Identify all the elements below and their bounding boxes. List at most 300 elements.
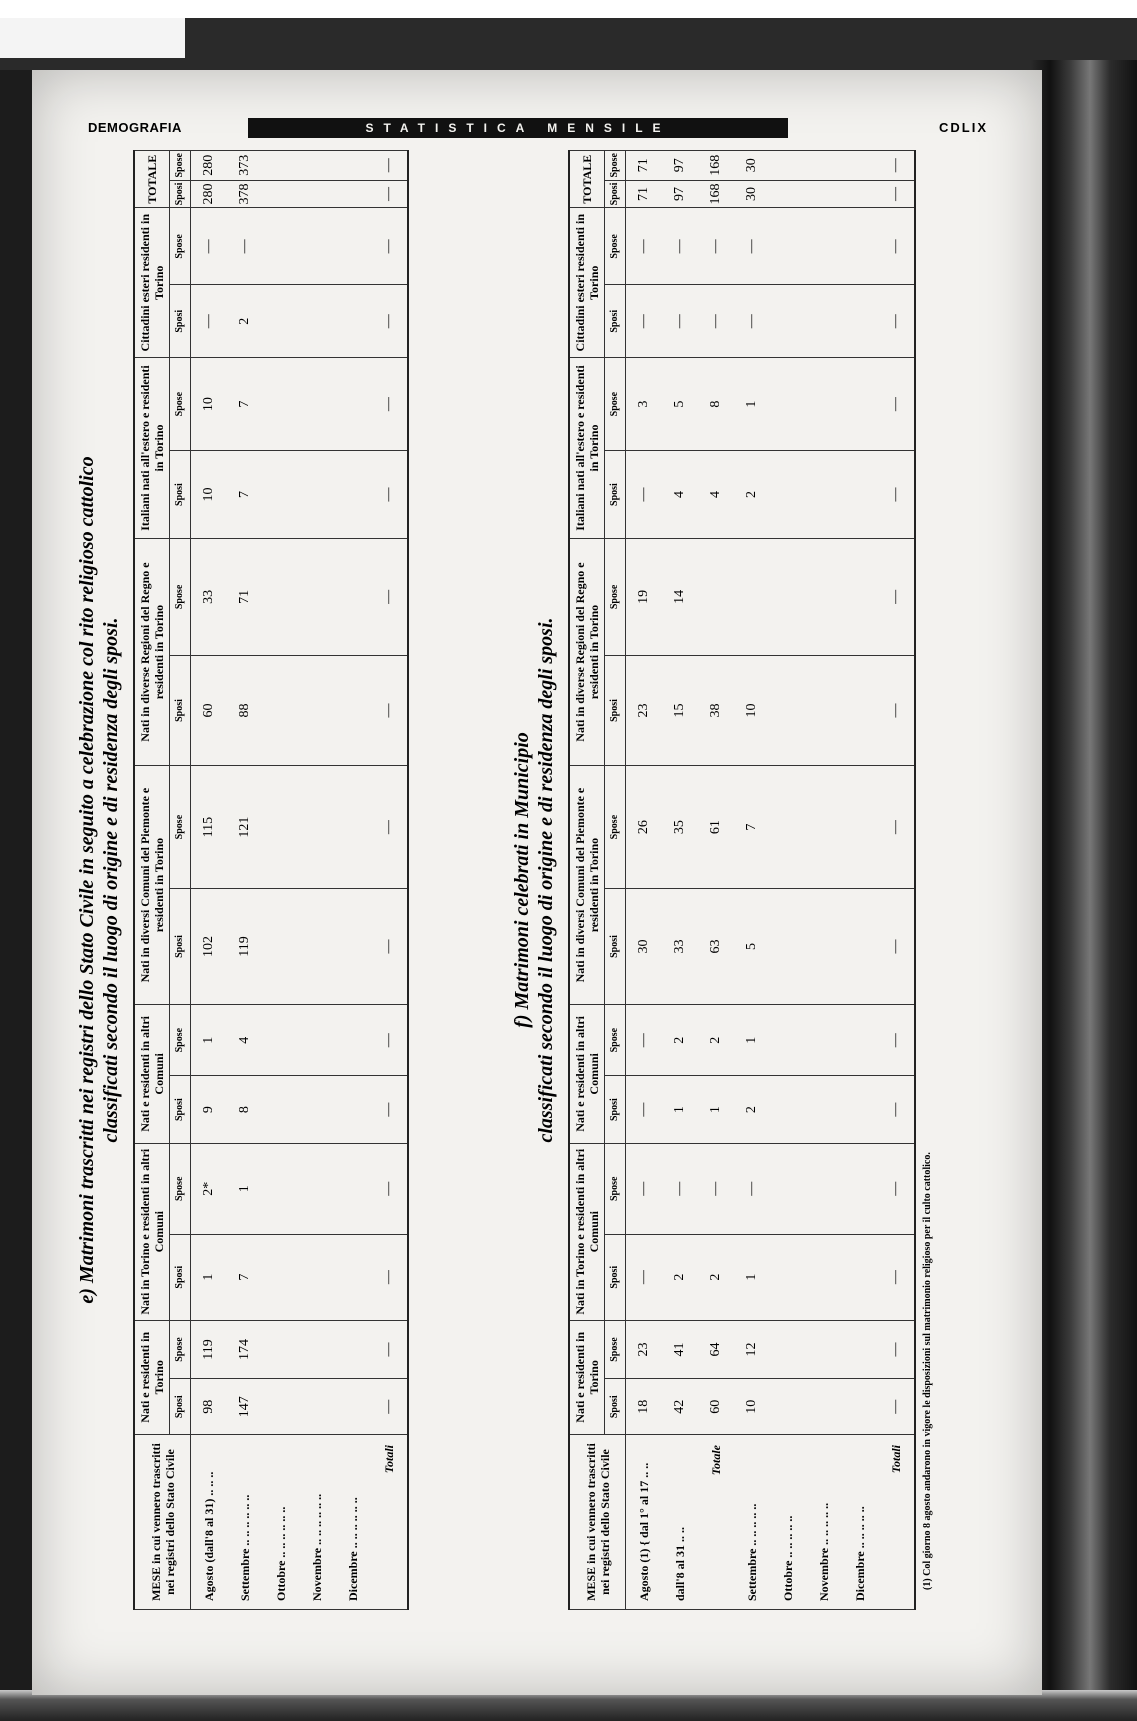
table-cell: — [878, 208, 915, 285]
table-cell [770, 180, 806, 208]
group-header: Italiani nati all'estero e residenti in Torino [134, 358, 170, 539]
table-cell [263, 285, 299, 358]
group-header: Nati e residenti in altri Comuni [134, 1004, 170, 1143]
table-cell [263, 655, 299, 765]
table-cell: 98 [191, 1379, 228, 1435]
table-e-caption-line1: e) Matrimoni trascritti nei registri dello Stato Civile in seguito a celebrazione col rito religioso cattolico [76, 456, 98, 1304]
table-cell [806, 1379, 842, 1435]
table-cell: — [371, 1320, 408, 1379]
table-cell [299, 1234, 335, 1320]
table-cell: — [626, 208, 663, 285]
group-header: Nati in diverse Regioni del Regno e residenti in Torino [569, 538, 605, 765]
table-cell [299, 208, 335, 285]
table-cell [770, 1004, 806, 1075]
spose-subheader: Spose [170, 1320, 191, 1379]
table-cell: — [191, 208, 228, 285]
row-month-label: Dicembre .. .. .. .. .. [842, 1435, 878, 1610]
table-cell: 33 [191, 538, 228, 655]
table-cell: 119 [191, 1320, 228, 1379]
table-cell [263, 889, 299, 1005]
table-cell: 1 [191, 1234, 228, 1320]
table-cell: — [698, 285, 734, 358]
table-cell [335, 1379, 371, 1435]
table-cell: — [878, 358, 915, 451]
table-cell: 7 [227, 358, 263, 451]
table-cell [806, 358, 842, 451]
spose-subheader: Spose [170, 208, 191, 285]
spose-subheader: Spose [170, 1143, 191, 1234]
spose-subheader: Spose [170, 538, 191, 655]
table-cell: 97 [662, 180, 698, 208]
section-title: DEMOGRAFIA [88, 120, 182, 135]
table-cell: — [371, 655, 408, 765]
row-month-label: Totali [371, 1435, 408, 1610]
table-row [191, 151, 228, 1610]
table-cell: — [626, 451, 663, 539]
table-cell [263, 766, 299, 889]
table-cell [842, 655, 878, 765]
row-month-label: Agosto (dall'8 al 31) .. .. .. [191, 1435, 228, 1610]
table-cell [263, 451, 299, 539]
sposi-subheader: Sposi [605, 451, 626, 539]
table-f-caption-line2: classificati secondo il luogo di origine e di residenza degli sposi. [535, 617, 557, 1143]
table-cell: 1 [662, 1076, 698, 1143]
table-cell [806, 1320, 842, 1379]
table-cell [842, 1004, 878, 1075]
table-cell: — [371, 1379, 408, 1435]
table-cell: — [878, 1320, 915, 1379]
group-header: Nati e residenti in Torino [134, 1320, 170, 1434]
group-header: Nati in diverse Regioni del Regno e residenti in Torino [134, 538, 170, 765]
group-header: Nati in diversi Comuni del Piemonte e residenti in Torino [569, 766, 605, 1005]
table-cell: 8 [698, 358, 734, 451]
table-cell: — [371, 889, 408, 1005]
table-cell: 4 [227, 1004, 263, 1075]
table-cell: 71 [626, 151, 663, 181]
table-cell: — [371, 1076, 408, 1143]
table-cell [842, 451, 878, 539]
table-cell [335, 1076, 371, 1143]
table-cell: — [662, 208, 698, 285]
table-cell: 102 [191, 889, 228, 1005]
table-cell: — [371, 208, 408, 285]
spose-subheader: Spose [605, 1320, 626, 1379]
table-cell: 33 [662, 889, 698, 1005]
table-cell [263, 151, 299, 181]
group-header: Nati in Torino e residenti in altri Comuni [569, 1143, 605, 1320]
book-spine [1030, 60, 1137, 1721]
spose-subheader: Spose [170, 358, 191, 451]
table-e-body [191, 151, 409, 1610]
table-cell: — [878, 1143, 915, 1234]
table-row [662, 151, 698, 1610]
table-cell [299, 358, 335, 451]
table-cell [806, 889, 842, 1005]
group-header: TOTALE [569, 151, 605, 208]
table-cell [806, 285, 842, 358]
table-cell: 63 [698, 889, 734, 1005]
table-cell: 2 [662, 1004, 698, 1075]
table-cell [698, 538, 734, 655]
table-cell [842, 358, 878, 451]
table-cell: 280 [191, 180, 228, 208]
table-cell: 64 [698, 1320, 734, 1379]
table-cell: 2 [662, 1234, 698, 1320]
table-cell: — [878, 889, 915, 1005]
table-f [568, 150, 916, 1610]
table-cell [299, 1004, 335, 1075]
table-row [335, 151, 371, 1610]
table-row [806, 151, 842, 1610]
group-header: Italiani nati all'estero e residenti in Torino [569, 358, 605, 539]
row-month-label: Settembre .. .. .. .. .. [734, 1435, 770, 1610]
table-cell: — [662, 1143, 698, 1234]
table-cell [263, 1234, 299, 1320]
table-cell [806, 538, 842, 655]
table-cell: 378 [227, 180, 263, 208]
table-cell: 121 [227, 766, 263, 889]
table-f-caption-line1: f) Matrimoni celebrati in Municipio [511, 732, 533, 1028]
table-cell [770, 1143, 806, 1234]
table-row [263, 151, 299, 1610]
table-cell: — [878, 151, 915, 181]
table-cell [263, 1004, 299, 1075]
sposi-subheader: Sposi [170, 285, 191, 358]
footnote: (1) Col giorno 8 agosto andarono in vigore le disposizioni sul matrimonio religioso per il culto cattolico. [922, 1152, 933, 1590]
table-cell: 5 [734, 889, 770, 1005]
table-cell: — [734, 1143, 770, 1234]
table-cell: 280 [191, 151, 228, 181]
table-cell [770, 889, 806, 1005]
table-cell: — [626, 1143, 663, 1234]
page-number: CDLIX [939, 120, 988, 135]
group-header: TOTALE [134, 151, 170, 208]
table-f-body [626, 151, 916, 1610]
spose-subheader: Spose [170, 766, 191, 889]
table-cell: — [878, 1379, 915, 1435]
table-cell: — [878, 1234, 915, 1320]
table-cell: 61 [698, 766, 734, 889]
row-month-label: Settembre .. .. .. .. .. .. [227, 1435, 263, 1610]
table-cell: — [371, 180, 408, 208]
table-cell [806, 451, 842, 539]
table-cell: — [371, 1004, 408, 1075]
sposi-subheader: Sposi [605, 180, 626, 208]
table-cell [734, 538, 770, 655]
table-cell: 2 [698, 1004, 734, 1075]
table-row [842, 151, 878, 1610]
scan-notch [0, 18, 185, 58]
table-cell [842, 151, 878, 181]
table-cell [335, 1234, 371, 1320]
table-cell [806, 208, 842, 285]
table-cell [299, 285, 335, 358]
table-cell [842, 180, 878, 208]
table-cell: 26 [626, 766, 663, 889]
table-cell: 30 [626, 889, 663, 1005]
table-cell [335, 655, 371, 765]
table-cell [842, 1379, 878, 1435]
row-month-label: Novembre .. .. .. .. .. .. [299, 1435, 335, 1610]
table-e-section [75, 150, 495, 1610]
table-cell: 2* [191, 1143, 228, 1234]
table-cell: — [626, 1076, 663, 1143]
table-cell: 23 [626, 1320, 663, 1379]
table-cell: — [626, 1234, 663, 1320]
col-mese-header: MESE in cui vennero trascritti nei registri dello Stato Civile [569, 1435, 626, 1610]
table-cell [335, 1004, 371, 1075]
table-cell [299, 538, 335, 655]
table-cell: — [662, 285, 698, 358]
table-cell: — [227, 208, 263, 285]
table-cell: 23 [626, 655, 663, 765]
table-cell [335, 208, 371, 285]
table-cell: 2 [734, 1076, 770, 1143]
table-cell: 12 [734, 1320, 770, 1379]
table-cell [806, 151, 842, 181]
table-cell [842, 766, 878, 889]
table-cell: 60 [191, 655, 228, 765]
row-month-label: Novembre .. .. .. .. .. [806, 1435, 842, 1610]
table-cell: 38 [698, 655, 734, 765]
sposi-subheader: Sposi [170, 451, 191, 539]
group-header: Nati e residenti in Torino [569, 1320, 605, 1434]
page-header [58, 100, 988, 140]
table-cell [770, 285, 806, 358]
table-cell [263, 538, 299, 655]
table-cell: 14 [662, 538, 698, 655]
table-cell [335, 151, 371, 181]
table-cell: — [878, 451, 915, 539]
table-cell [299, 1379, 335, 1435]
table-cell: — [371, 285, 408, 358]
table-cell [806, 1234, 842, 1320]
table-row [227, 151, 263, 1610]
table-cell [842, 1234, 878, 1320]
sposi-subheader: Sposi [170, 1234, 191, 1320]
table-cell: 10 [191, 358, 228, 451]
table-cell [770, 1320, 806, 1379]
table-cell: 1 [734, 1004, 770, 1075]
scan-border-top [0, 0, 1137, 70]
row-month-label: Ottobre .. .. .. .. .. [770, 1435, 806, 1610]
table-cell: 42 [662, 1379, 698, 1435]
table-cell [770, 1234, 806, 1320]
spose-subheader: Spose [170, 1004, 191, 1075]
table-cell: 2 [734, 451, 770, 539]
table-row [770, 151, 806, 1610]
sposi-subheader: Sposi [170, 1379, 191, 1435]
table-row [371, 151, 408, 1610]
table-cell: — [734, 285, 770, 358]
table-cell: 30 [734, 180, 770, 208]
table-cell: 8 [227, 1076, 263, 1143]
spose-subheader: Spose [605, 766, 626, 889]
table-cell: 60 [698, 1379, 734, 1435]
table-cell: — [878, 1004, 915, 1075]
spose-subheader: Spose [605, 358, 626, 451]
table-cell [335, 1143, 371, 1234]
table-cell [263, 1320, 299, 1379]
table-cell: — [371, 451, 408, 539]
table-cell: 35 [662, 766, 698, 889]
table-cell [263, 1143, 299, 1234]
table-cell: 1 [227, 1143, 263, 1234]
table-cell: 30 [734, 151, 770, 181]
table-cell: 10 [734, 1379, 770, 1435]
table-cell [335, 766, 371, 889]
table-cell [299, 451, 335, 539]
table-cell: — [878, 766, 915, 889]
table-cell: — [191, 285, 228, 358]
table-f-caption [510, 150, 558, 1610]
table-cell: — [878, 180, 915, 208]
table-cell: 71 [626, 180, 663, 208]
table-cell: 168 [698, 151, 734, 181]
table-cell [770, 451, 806, 539]
table-cell: 10 [734, 655, 770, 765]
table-cell [806, 1004, 842, 1075]
table-cell: — [698, 1143, 734, 1234]
sposi-subheader: Sposi [605, 1379, 626, 1435]
table-cell: — [371, 1143, 408, 1234]
table-cell [842, 1320, 878, 1379]
table-row [878, 151, 915, 1610]
table-cell: 373 [227, 151, 263, 181]
row-month-label: Dicembre .. .. .. .. .. .. [335, 1435, 371, 1610]
sposi-subheader: Sposi [170, 180, 191, 208]
table-cell [770, 151, 806, 181]
table-cell [299, 180, 335, 208]
table-cell: 1 [734, 358, 770, 451]
table-cell [842, 538, 878, 655]
table-cell: 174 [227, 1320, 263, 1379]
table-row [626, 151, 663, 1610]
table-cell: — [371, 1234, 408, 1320]
table-cell [770, 655, 806, 765]
table-cell: 7 [734, 766, 770, 889]
table-cell [335, 285, 371, 358]
table-cell: — [626, 285, 663, 358]
table-e [133, 150, 409, 1610]
table-row [734, 151, 770, 1610]
table-cell [806, 1076, 842, 1143]
table-cell: 7 [227, 451, 263, 539]
sub-header-row [170, 151, 191, 1610]
group-header: Nati in Torino e residenti in altri Comuni [134, 1143, 170, 1320]
table-cell [842, 1076, 878, 1143]
group-header: Cittadini esteri residenti in Torino [134, 208, 170, 358]
table-f-section [510, 150, 933, 1610]
row-month-label: dall'8 al 31 .. .. [662, 1435, 698, 1610]
table-cell [770, 1379, 806, 1435]
table-row [299, 151, 335, 1610]
sposi-subheader: Sposi [170, 889, 191, 1005]
table-cell: 7 [227, 1234, 263, 1320]
spose-subheader: Spose [605, 1143, 626, 1234]
sposi-subheader: Sposi [605, 1234, 626, 1320]
table-cell [299, 1320, 335, 1379]
table-cell [806, 766, 842, 889]
table-cell [770, 538, 806, 655]
table-cell: 3 [626, 358, 663, 451]
col-mese-header: MESE in cui vennero trascritti nei registri dello Stato Civile [134, 1435, 191, 1610]
spose-subheader: Spose [605, 538, 626, 655]
table-cell: 2 [698, 1234, 734, 1320]
table-cell [335, 451, 371, 539]
table-cell [335, 180, 371, 208]
table-cell [299, 766, 335, 889]
table-cell: 4 [698, 451, 734, 539]
table-cell: — [626, 1004, 663, 1075]
table-cell: — [878, 655, 915, 765]
spose-subheader: Spose [605, 1004, 626, 1075]
sub-header-row [605, 151, 626, 1610]
sposi-subheader: Sposi [605, 655, 626, 765]
table-cell [842, 285, 878, 358]
table-e-caption [75, 150, 123, 1610]
table-cell [335, 538, 371, 655]
table-cell [263, 1379, 299, 1435]
table-cell [263, 180, 299, 208]
spose-subheader: Spose [605, 151, 626, 181]
table-cell [335, 1320, 371, 1379]
table-e-caption-line2: classificati secondo il luogo di origine e di residenza degli sposi. [100, 617, 122, 1143]
table-cell: 41 [662, 1320, 698, 1379]
table-cell: 1 [191, 1004, 228, 1075]
table-cell: 1 [698, 1076, 734, 1143]
table-cell: — [878, 1076, 915, 1143]
table-cell [335, 358, 371, 451]
table-cell [770, 1076, 806, 1143]
table-cell: 18 [626, 1379, 663, 1435]
table-cell [263, 358, 299, 451]
table-cell: 147 [227, 1379, 263, 1435]
group-header: Cittadini esteri residenti in Torino [569, 208, 605, 358]
sposi-subheader: Sposi [605, 285, 626, 358]
table-row [698, 151, 734, 1610]
table-cell [263, 208, 299, 285]
table-cell: — [734, 208, 770, 285]
table-cell: — [371, 766, 408, 889]
table-cell [299, 1143, 335, 1234]
table-cell: 4 [662, 451, 698, 539]
table-cell: 71 [227, 538, 263, 655]
table-cell [842, 1143, 878, 1234]
header-band: STATISTICA MENSILE [248, 118, 788, 138]
spose-subheader: Spose [605, 208, 626, 285]
table-cell: — [371, 151, 408, 181]
table-cell [806, 1143, 842, 1234]
sposi-subheader: Sposi [170, 1076, 191, 1143]
table-cell: 19 [626, 538, 663, 655]
table-cell: — [371, 358, 408, 451]
table-cell: — [371, 538, 408, 655]
table-cell: 9 [191, 1076, 228, 1143]
table-cell [299, 889, 335, 1005]
table-cell [299, 1076, 335, 1143]
table-cell [842, 889, 878, 1005]
table-cell: 2 [227, 285, 263, 358]
table-cell: — [878, 285, 915, 358]
table-cell [806, 655, 842, 765]
sposi-subheader: Sposi [605, 1076, 626, 1143]
table-cell: 1 [734, 1234, 770, 1320]
table-cell [770, 766, 806, 889]
table-cell [299, 655, 335, 765]
table-cell: 88 [227, 655, 263, 765]
row-month-label: Totale [698, 1435, 734, 1610]
